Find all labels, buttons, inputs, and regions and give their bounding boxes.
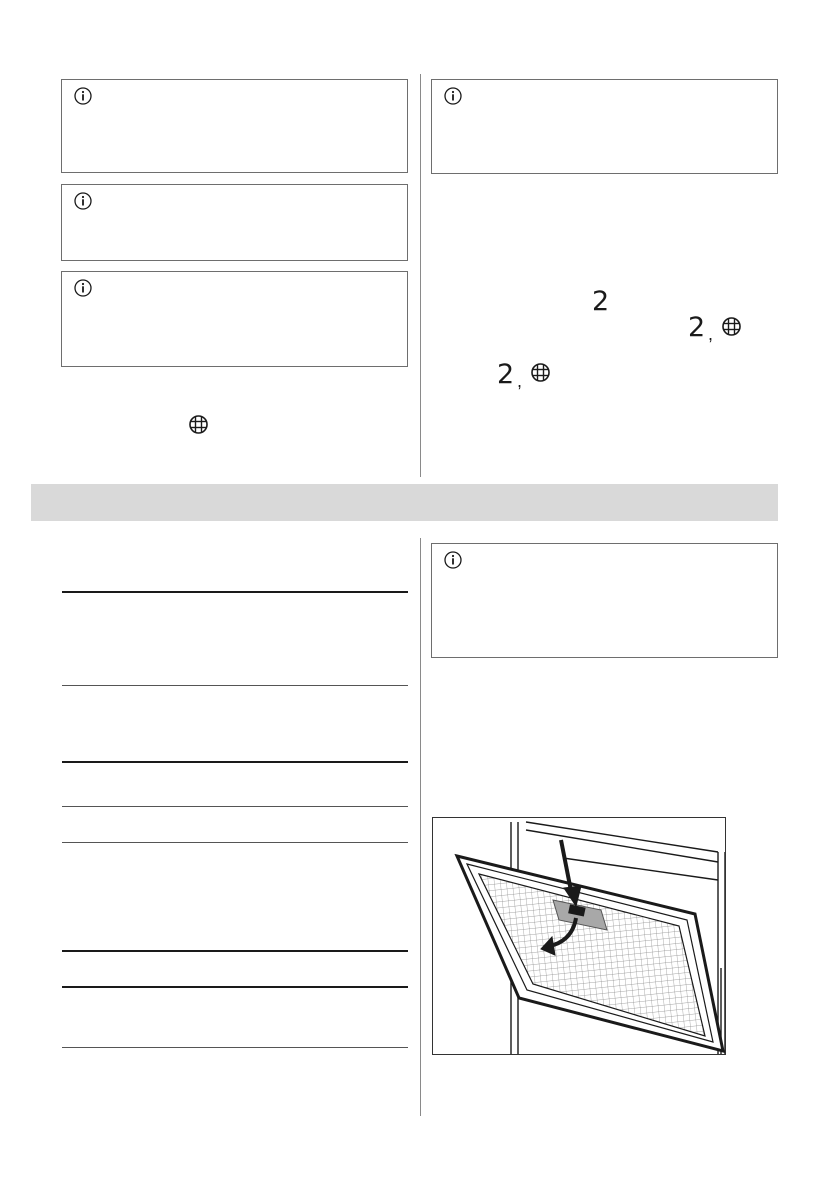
- separator-comma: ,: [517, 371, 523, 391]
- info-icon: [74, 279, 92, 297]
- table-rule: [62, 986, 408, 988]
- info-icon: [74, 192, 92, 210]
- table-rule: [62, 761, 408, 763]
- level-two-symbol: 2: [592, 286, 610, 317]
- grid-mode-icon: [188, 414, 209, 435]
- table-rule: [62, 806, 408, 807]
- table-rule: [62, 591, 408, 593]
- column-divider: [420, 74, 421, 477]
- section-heading-band: [31, 484, 778, 521]
- separator-comma: ,: [708, 324, 714, 344]
- filter-illustration-drawing: [433, 818, 726, 1055]
- table-rule: [62, 950, 408, 952]
- info-icon: [444, 87, 462, 105]
- info-icon: [74, 87, 92, 105]
- filter-removal-illustration: [432, 817, 726, 1055]
- level-two-symbol: 2: [688, 312, 706, 343]
- info-note-box: [61, 271, 408, 367]
- info-note-box: [431, 79, 778, 174]
- column-divider: [420, 538, 421, 1116]
- info-icon: [444, 551, 462, 569]
- grid-mode-icon: [530, 362, 551, 383]
- level-two-symbol: 2: [497, 359, 515, 390]
- info-note-box: [61, 184, 408, 261]
- table-rule: [62, 1047, 408, 1048]
- info-note-box: [431, 543, 778, 658]
- table-rule: [62, 685, 408, 686]
- table-rule: [62, 842, 408, 843]
- grid-mode-icon: [721, 316, 742, 337]
- info-note-box: [61, 79, 408, 173]
